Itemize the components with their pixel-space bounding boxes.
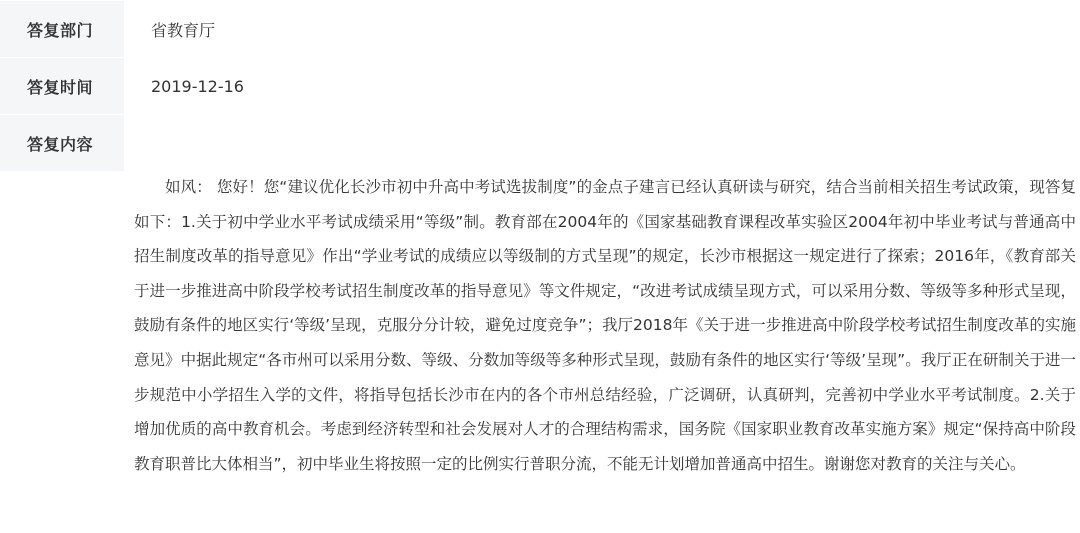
content-row [0, 115, 1080, 171]
department-label-cell [0, 1, 124, 57]
department-label: 答复部门 [27, 20, 94, 40]
content-label-cell [0, 115, 124, 171]
department-row [0, 1, 1080, 57]
time-label-cell [0, 58, 124, 114]
department-value: 省教育厅 [151, 20, 216, 40]
time-label: 答复时间 [27, 77, 94, 97]
content-label: 答复内容 [27, 134, 94, 154]
time-value: 2019-12-16 [151, 76, 244, 96]
reply-paragraph: 如风： 您好！您“建议优化长沙市初中升高中考试选拔制度”的金点子建言已经认真研读与研究，结合当前相关招生考试政策，现答复如下：1.关于初中学业水平考试成绩采用“等级”制。教育部在2004年的《国家基础教育课程改革实验区2004年初中毕业考试与普通高中招生制度改革的指导意见》作出“学业考试的成绩应以等级制的方式呈现”的规定，长沙市根据这一规定进行了探索；2016年，《教育部关于进一步推进高中阶段学校考试招生制度改革的指导意见》等文件规定，“改进考试成绩呈现方式，可以采用分数、等级等多种形式呈现，鼓励有条件的地区实行‘等级’呈现，克服分分计较，避免过度竞争”；我厅2018年《关于进一步推进高中阶段学校考试招生制度改革的实施意见》中据此规定“各市州可以采用分数、等级、分数加等级等多种形式呈现，鼓励有条件的地区实行‘等级’呈现”。我厅正在研制关于进一步规范中小学招生入学的文件，将指导包括长沙市在内的各个市州总结经验，广泛调研，认真研判，完善初中学业水平考试制度。2.关于增加优质的高中教育机会。考虑到经济转型和社会发展对人才的合理结构需求，国务院《国家职业教育改革实施方案》规定“保持高中阶段教育职普比大体相当”，初中毕业生将按照一定的比例实行普职分流，不能无计划增加普通高中招生。谢谢您对教育的关注与关心。 [134, 178, 1076, 473]
reply-content [134, 170, 1076, 481]
time-row [0, 58, 1080, 114]
